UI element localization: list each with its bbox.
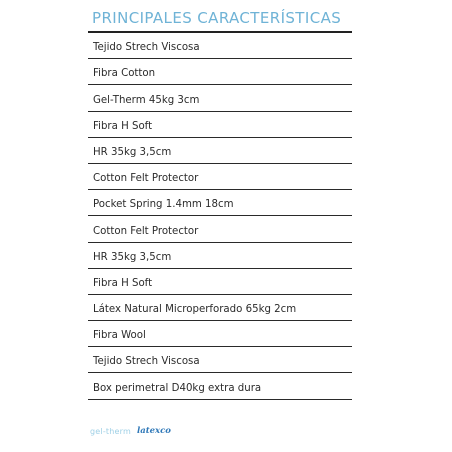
list-item	[88, 373, 352, 399]
list-item-label: Cotton Felt Protector	[93, 173, 199, 185]
list-item-label: Fibra H Soft	[93, 277, 153, 289]
list-item-label: HR 35kg 3,5cm	[93, 146, 172, 158]
list-item-label: Látex Natural Microperforado 65kg 2cm	[93, 304, 297, 316]
list-item	[88, 216, 352, 242]
list-item-label: Fibra Wool	[93, 330, 146, 342]
list-item	[88, 321, 352, 347]
list-item-label: Cotton Felt Protector	[93, 225, 199, 237]
list-item-label: HR 35kg 3,5cm	[93, 251, 172, 263]
gel-therm-logo: gel-therm	[90, 426, 131, 436]
list-item-label: Fibra Cotton	[93, 68, 156, 80]
list-item	[88, 190, 352, 216]
list-item	[88, 112, 352, 138]
list-item	[88, 33, 352, 59]
list-item-label: Fibra H Soft	[93, 120, 153, 132]
list-item	[88, 85, 352, 111]
list-item	[88, 347, 352, 373]
list-item	[88, 59, 352, 85]
latexco-logo: latexco	[136, 426, 171, 436]
list-item-label: Box perimetral D40kg extra dura	[93, 382, 262, 394]
list-item-label: Tejido Strech Viscosa	[93, 356, 200, 368]
list-item-label: Gel-Therm 45kg 3cm	[93, 94, 200, 106]
list-item	[88, 295, 352, 321]
list-item	[88, 243, 352, 269]
page-title: PRINCIPALES CARACTERÍSTICAS	[92, 9, 342, 27]
list-item-label: Pocket Spring 1.4mm 18cm	[93, 199, 234, 211]
characteristics-list	[88, 33, 352, 400]
list-item	[88, 269, 352, 295]
list-item	[88, 138, 352, 164]
brand-logos	[90, 424, 171, 438]
characteristics-sheet	[84, 0, 368, 452]
list-item-label: Tejido Strech Viscosa	[93, 42, 200, 54]
list-item	[88, 164, 352, 190]
